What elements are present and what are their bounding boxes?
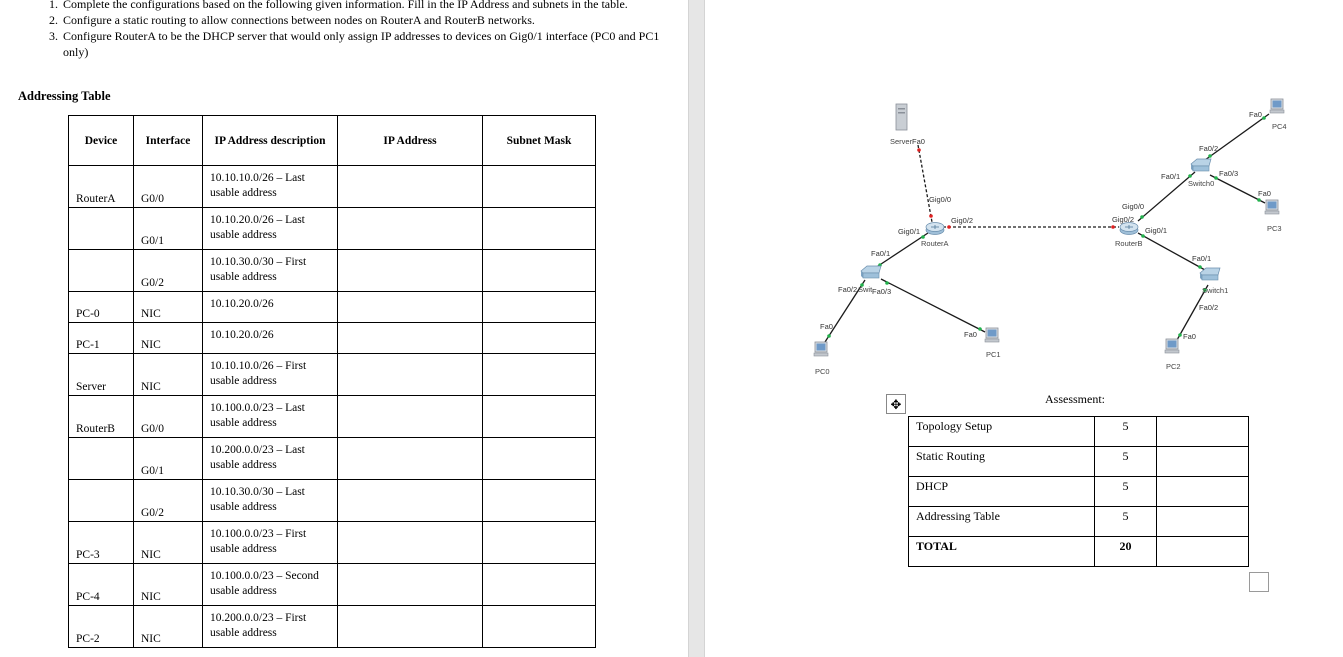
port-light-up <box>1188 174 1192 178</box>
port-label: Gig0/2 <box>1112 215 1135 224</box>
device-label-pc2: PC2 <box>1166 362 1181 371</box>
cell-device: PC-1 <box>69 323 134 354</box>
table-row <box>909 507 1249 537</box>
assessment-item: Addressing Table <box>909 507 1095 537</box>
cell-interface: G0/2 <box>134 480 203 522</box>
pc0-icon[interactable] <box>814 342 828 356</box>
table-row <box>69 166 596 208</box>
cell-interface: G0/1 <box>134 438 203 480</box>
assessment-earned[interactable] <box>1157 447 1249 477</box>
cell-interface: NIC <box>134 354 203 396</box>
assessment-item: DHCP <box>909 477 1095 507</box>
port-light-up <box>1214 176 1218 180</box>
cell-subnet-mask[interactable] <box>483 522 596 564</box>
pc3-icon[interactable] <box>1265 200 1279 214</box>
cell-description: 10.100.0.0/23 – First usable address <box>203 522 338 564</box>
instruction-item: 1. Complete the configurations based on the following given information. Fill in the IP Address and subnets in the table. <box>61 0 671 12</box>
addressing-table <box>68 115 596 648</box>
cell-description: 10.100.0.0/23 – Second usable address <box>203 564 338 606</box>
cell-subnet-mask[interactable] <box>483 354 596 396</box>
cell-description: 10.100.0.0/23 – Last usable address <box>203 396 338 438</box>
cell-interface: NIC <box>134 292 203 323</box>
link-server-routera <box>918 145 932 222</box>
table-row <box>69 396 596 438</box>
header-device: Device <box>69 116 134 166</box>
table-row <box>909 447 1249 477</box>
header-description: IP Address description <box>203 116 338 166</box>
cell-device: PC-0 <box>69 292 134 323</box>
instruction-item: 3. Configure RouterA to be the DHCP server that would only assign IP addresses to devices on Gig0/1 interface (PC0 and PC1 only) <box>61 28 671 60</box>
table-header-row <box>69 116 596 166</box>
cell-ip-address[interactable] <box>338 606 483 648</box>
table-row <box>69 522 596 564</box>
assessment-item: Static Routing <box>909 447 1095 477</box>
assessment-earned[interactable] <box>1157 477 1249 507</box>
cell-description: 10.10.10.0/26 – First usable address <box>203 354 338 396</box>
cell-description: 10.10.20.0/26 – Last usable address <box>203 208 338 250</box>
device-label-pc4: PC4 <box>1272 122 1287 131</box>
cell-device <box>69 250 134 292</box>
cell-interface: NIC <box>134 522 203 564</box>
cell-ip-address[interactable] <box>338 522 483 564</box>
port-label: Fa0/2 <box>1199 303 1219 312</box>
pc1-icon[interactable] <box>985 328 999 342</box>
pc2-icon[interactable] <box>1165 339 1179 353</box>
link-switch0-pc3 <box>1210 175 1265 203</box>
cell-subnet-mask[interactable] <box>483 323 596 354</box>
link-switch0-pc4 <box>1205 114 1269 160</box>
port-light-up <box>1140 215 1144 219</box>
table-row <box>69 480 596 522</box>
cell-ip-address[interactable] <box>338 396 483 438</box>
page-gutter <box>688 0 705 657</box>
table-row <box>69 292 596 323</box>
cell-interface: G0/2 <box>134 250 203 292</box>
cell-subnet-mask[interactable] <box>483 606 596 648</box>
port-label: Gig0/1 <box>1145 226 1168 235</box>
cell-description: 10.10.20.0/26 <box>203 323 338 354</box>
port-light-up <box>827 334 831 338</box>
addressing-table-title: Addressing Table <box>18 89 111 103</box>
assessment-total-label: TOTAL <box>909 537 1095 567</box>
port-label: Fa0 <box>1249 110 1262 119</box>
table-row <box>69 564 596 606</box>
cell-device <box>69 480 134 522</box>
cell-device <box>69 208 134 250</box>
assessment-earned[interactable] <box>1157 417 1249 447</box>
cell-ip-address[interactable] <box>338 438 483 480</box>
cell-ip-address[interactable] <box>338 250 483 292</box>
cell-subnet-mask[interactable] <box>483 438 596 480</box>
cell-interface: NIC <box>134 323 203 354</box>
cell-interface: G0/0 <box>134 396 203 438</box>
device-label-routera: RouterA <box>921 239 949 248</box>
cell-ip-address[interactable] <box>338 166 483 208</box>
network-topology-diagram <box>705 0 1343 400</box>
cell-interface: G0/1 <box>134 208 203 250</box>
cell-interface: NIC <box>134 564 203 606</box>
cell-subnet-mask[interactable] <box>483 250 596 292</box>
cell-subnet-mask[interactable] <box>483 564 596 606</box>
assessment-title: Assessment: <box>1045 392 1105 406</box>
table-row <box>909 477 1249 507</box>
router-a-icon[interactable] <box>926 223 944 235</box>
cell-device: PC-3 <box>69 522 134 564</box>
cell-device <box>69 438 134 480</box>
table-row <box>69 323 596 354</box>
table-row <box>909 417 1249 447</box>
assessment-table <box>908 416 1249 567</box>
cell-ip-address[interactable] <box>338 292 483 323</box>
port-light-up <box>885 281 889 285</box>
port-label: Fa0 <box>964 330 977 339</box>
port-label: Fa0/1 <box>1192 254 1212 263</box>
table-row <box>69 354 596 396</box>
cell-ip-address[interactable] <box>338 354 483 396</box>
server-icon[interactable] <box>896 104 907 130</box>
router-b-icon[interactable] <box>1120 223 1138 235</box>
port-light-up <box>1178 333 1182 337</box>
port-label: Fa0 <box>912 137 925 146</box>
device-label-server: Server <box>890 137 913 146</box>
cell-subnet-mask[interactable] <box>483 208 596 250</box>
cell-description: 10.200.0.0/23 – First usable address <box>203 606 338 648</box>
device-label-pc1: PC1 <box>986 350 1001 359</box>
link-routerb-switch1 <box>1138 233 1205 270</box>
port-label: Fa0/2 <box>1199 144 1219 153</box>
port-label: Fa0/3 <box>872 287 892 296</box>
cell-subnet-mask[interactable] <box>483 480 596 522</box>
device-label-switch-a: Swit <box>858 285 873 294</box>
cell-device: PC-2 <box>69 606 134 648</box>
header-subnet-mask: Subnet Mask <box>483 116 596 166</box>
instruction-item: 2. Configure a static routing to allow connections between nodes on RouterA and RouterB networks. <box>61 12 671 28</box>
port-light-up <box>1208 154 1212 158</box>
cell-description: 10.200.0.0/23 – Last usable address <box>203 438 338 480</box>
cell-ip-address[interactable] <box>338 480 483 522</box>
assessment-earned[interactable] <box>1157 507 1249 537</box>
port-light-up <box>1257 198 1261 202</box>
move-handle-icon[interactable]: ✥ <box>886 394 906 414</box>
switch0-icon[interactable] <box>1191 159 1211 171</box>
cell-device: Server <box>69 354 134 396</box>
cell-interface: NIC <box>134 606 203 648</box>
table-row <box>69 438 596 480</box>
cell-ip-address[interactable] <box>338 564 483 606</box>
port-label: Fa0/3 <box>1219 169 1239 178</box>
cell-description: 10.10.10.0/26 – Last usable address <box>203 166 338 208</box>
assessment-total-score: 20 <box>1095 537 1157 567</box>
cell-device: PC-4 <box>69 564 134 606</box>
port-label: Fa0 <box>1258 189 1271 198</box>
device-label-routerb: RouterB <box>1115 239 1143 248</box>
switch-a-icon[interactable] <box>861 266 881 278</box>
port-light-down <box>947 225 951 229</box>
cell-device: RouterB <box>69 396 134 438</box>
port-light-up <box>1262 116 1266 120</box>
switch1-icon[interactable] <box>1200 268 1220 280</box>
cell-subnet-mask[interactable] <box>483 292 596 323</box>
port-light-down <box>1111 225 1115 229</box>
cell-ip-address[interactable] <box>338 208 483 250</box>
cell-device: RouterA <box>69 166 134 208</box>
assessment-score: 5 <box>1095 447 1157 477</box>
instruction-list <box>36 0 671 60</box>
port-light-up <box>978 327 982 331</box>
assessment-total-earned[interactable] <box>1157 537 1249 567</box>
port-label: Fa0/1 <box>871 249 891 258</box>
device-label-switch1: Switch1 <box>1202 286 1229 295</box>
header-ip-address: IP Address <box>338 116 483 166</box>
pc4-icon[interactable] <box>1270 99 1284 113</box>
resize-handle[interactable] <box>1249 572 1269 592</box>
port-light-up <box>1198 265 1202 269</box>
cell-interface: G0/0 <box>134 166 203 208</box>
assessment-item: Topology Setup <box>909 417 1095 447</box>
port-label: Fa0 <box>820 322 833 331</box>
device-label-pc3: PC3 <box>1267 224 1282 233</box>
port-label: Gig0/1 <box>898 227 921 236</box>
cell-description: 10.10.20.0/26 <box>203 292 338 323</box>
right-page <box>705 0 1343 657</box>
table-row <box>69 208 596 250</box>
cell-subnet-mask[interactable] <box>483 166 596 208</box>
port-label: Fa0 <box>1183 332 1196 341</box>
assessment-score: 5 <box>1095 417 1157 447</box>
port-light-down <box>917 148 921 152</box>
cell-ip-address[interactable] <box>338 323 483 354</box>
link-switch-pc1 <box>881 279 985 332</box>
assessment-total-row <box>909 537 1249 567</box>
assessment-score: 5 <box>1095 477 1157 507</box>
port-label: Gig0/0 <box>929 195 952 204</box>
device-label-pc0: PC0 <box>815 367 830 376</box>
header-interface: Interface <box>134 116 203 166</box>
port-label: Fa0/2 <box>838 285 858 294</box>
cell-description: 10.10.30.0/30 – Last usable address <box>203 480 338 522</box>
port-label: Gig0/0 <box>1122 202 1145 211</box>
device-label-switch0: Switch0 <box>1188 179 1215 188</box>
cell-subnet-mask[interactable] <box>483 396 596 438</box>
table-row <box>69 606 596 648</box>
port-light-down <box>929 214 933 218</box>
port-label: Gig0/2 <box>951 216 974 225</box>
port-label: Fa0/1 <box>1161 172 1181 181</box>
table-row <box>69 250 596 292</box>
assessment-score: 5 <box>1095 507 1157 537</box>
cell-description: 10.10.30.0/30 – First usable address <box>203 250 338 292</box>
